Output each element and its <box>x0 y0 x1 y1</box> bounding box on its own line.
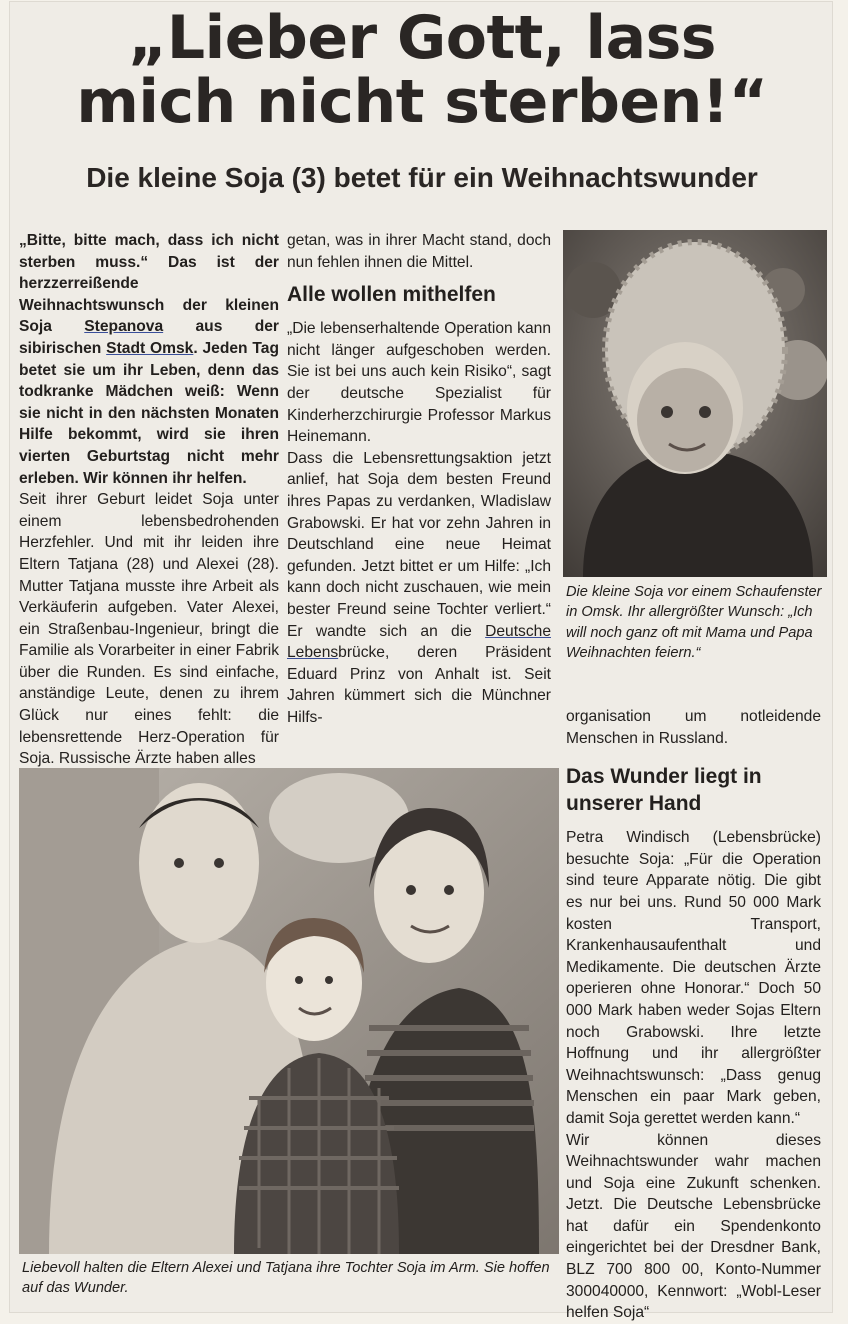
continuation-text: organisation um notleidende Menschen in Russland. <box>566 708 821 747</box>
lead-paragraph: „Bitte, bitte mach, dass ich nicht sterben muss.“ Das ist der herzzerreißende Weihnachtswunsch der kleinen Soja Stepanova aus der sibirischen Stadt Omsk. Jeden Tag betet sie um ihr Leben, denn das todkranke Mädchen weiß: Wenn sie nicht in den nächsten Monaten Hilfe bekommt, wird sie ihren vierten Geburtstag nicht mehr erleben. Wir können ihr helfen. <box>19 232 279 487</box>
section-heading-alle-wollen: Alle wollen mithelfen <box>287 283 496 307</box>
quote-paragraph: „Die lebenserhaltende Operation kann nicht länger aufgeschoben werden. Sie ist bei uns auch kein Risiko“, sagt der deutsche Spezialist für Kinderherzchirurgie Professor Markus Heinemann. <box>287 320 551 446</box>
headline <box>22 3 822 137</box>
subheadline: Die kleine Soja (3) betet für ein Weihnachtswunder <box>86 162 758 193</box>
underlined-organisation: Deutsche Lebens <box>287 622 551 662</box>
column-3 <box>566 706 821 1324</box>
child-photo <box>563 230 827 577</box>
family-photo <box>19 768 559 1254</box>
underlined-city: Stadt Omsk <box>106 339 194 357</box>
donation-paragraph: Wir können dieses Weihnachtswunder wahr machen und Soja eine Zukunft schenken. Jetzt. Die Deutsche Lebensbrücke hat dafür ein Spendenkonto eingerichtet bei der Dresdner Bank, BLZ 700 800 00, Konto-Nummer 300040000, Kennwort: „Wobl-Leser helfen Soja“ <box>566 1131 821 1322</box>
quote-paragraph: Petra Windisch (Lebensbrücke) besuchte Soja: „Für die Operation sind teure Apparate nötig. Die gibt es nur bei uns. Rund 50 000 Mark kosten Transport, Krankenhausaufenthalt und Medikamente. Die deutschen Ärzte operieren ohne Honorar.“ Doch 50 000 Mark haben weder Sojas Eltern noch Grabowski. Ihre letzte Hoffnung und ihr allergrößter Weihnachtswunsch: „Dass genug Menschen ein paar Mark geben, damit Soja gerettet werden kann.“ <box>566 829 821 1127</box>
headline-line-2: mich nicht sterben!“ <box>76 67 768 137</box>
body-paragraph: Dass die Lebensrettungsaktion jetzt anlief, hat Soja dem besten Freund ihres Papas zu verdanken, Wladislaw Grabowski. Er hat vor zehn Jahren in Deutschland eine neue Heimat gefunden. Jetzt bittet er um Hilfe: „Ich kann doch nicht zuschauen, wie mein bester Freund seine Tochter verliert.“ Er wandte sich an die Deutsche Lebensbrücke, deren Präsident Eduard Prinz von Anhalt ist. Seit Jahren kümmert sich die Münchner Hilfs- <box>287 449 551 726</box>
body-paragraph: Seit ihrer Geburt leidet Soja unter einem lebensbedrohenden Herzfehler. Und mit ihr leiden ihre Eltern Tatjana (28) und Alexei (28). Mutter Tatjana musste ihre Arbeit als Verkäuferin aufgeben. Vater Alexei, ein Straßenbau-Ingenieur, bringt die Familie als Vorarbeiter in einer Fabrik über die Runden. Es sind einfache, anständige Leute, denen zu ihrem Glück nur eines fehlt: die lebensrettende Herz-Operation für Soja. Russische Ärzte haben alles <box>19 491 279 768</box>
child-photo-caption: Die kleine Soja vor einem Schaufenster in Omsk. Ihr allergrößter Wunsch: „Ich will noch ganz oft mit Mama und Papa Weihnachten feiern.“ <box>566 584 822 662</box>
section-heading-das-wunder: Das Wunder liegt in unserer Hand <box>566 765 762 816</box>
headline-line-1: „Lieber Gott, lass <box>127 3 717 73</box>
column-1 <box>19 230 279 770</box>
underlined-name: Stepanova <box>84 318 164 336</box>
child-photo-illustration <box>563 230 827 577</box>
family-photo-illustration <box>19 768 559 1254</box>
continuation-text: getan, was in ihrer Macht stand, doch nun fehlen ihnen die Mittel. <box>287 232 551 271</box>
column-2 <box>287 230 551 728</box>
family-photo-caption: Liebevoll halten die Eltern Alexei und Tatjana ihre Tochter Soja im Arm. Sie hoffen auf das Wunder. <box>22 1260 550 1297</box>
